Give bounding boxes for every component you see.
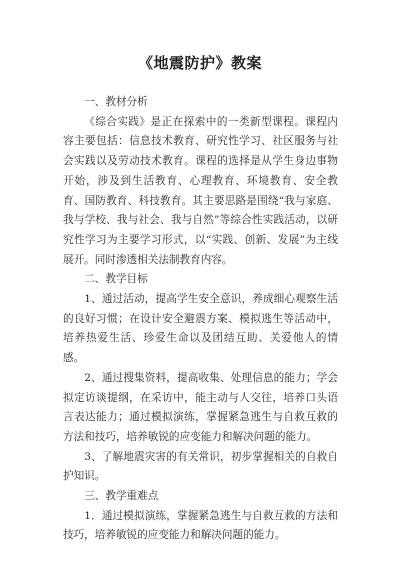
section-heading-key-points: 三、教学重难点 [84,490,159,503]
document-title: 《地震防护》教案 [137,54,262,72]
section-heading-materials: 一、教材分析 [84,96,148,108]
paragraph-materials: 《综合实践》是正在探索中的一类新型课程。课程内容主要包括：信息技术教育、研究性学习、社区服务与社会实践以及劳动技术教育。课程的选择是从学生身边事物开始，涉及到生活教育、心理教育、环境教育、安全教育、国防教育、科技教育。其主要思路是围绕“我与家庭、我与学校、我与社会、我与自然”等综合性实践活动，以研究性学习为主要学习形式，以“实践、创新、发展”为主线展开。同时渗透相关法制教育内容。 [63,115,338,266]
paragraph-goal-3: 3、了解地震灾害的有关常识，初步掌握相关的自救自护知识。 [63,450,338,483]
document-body [63,93,338,546]
section-heading-goals: 二、教学目标 [84,273,148,286]
paragraph-goal-1: 1、通过活动，提高学生安全意识，养成细心观察生活的良好习惯；在设计安全避震方案、模拟逃生等活动中，培养热爱生活、珍爱生命以及团结互助、关爱他人的情感。 [63,293,338,365]
paragraph-goal-2: 2、通过搜集资料，提高收集、处理信息的能力；学会拟定访谈提纲，在采访中，能主动与人交往，培养口头语言表达能力；通过模拟演练，掌握紧急逃生与自救互救的方法和技巧，培养敏锐的应变能力和解决问题的能力。 [63,371,338,443]
paragraph-key-point-1: 1．通过模拟演练，掌握紧急逃生与自救互救的方法和技巧，培养敏锐的应变能力和解决问题的能力。 [63,509,338,542]
